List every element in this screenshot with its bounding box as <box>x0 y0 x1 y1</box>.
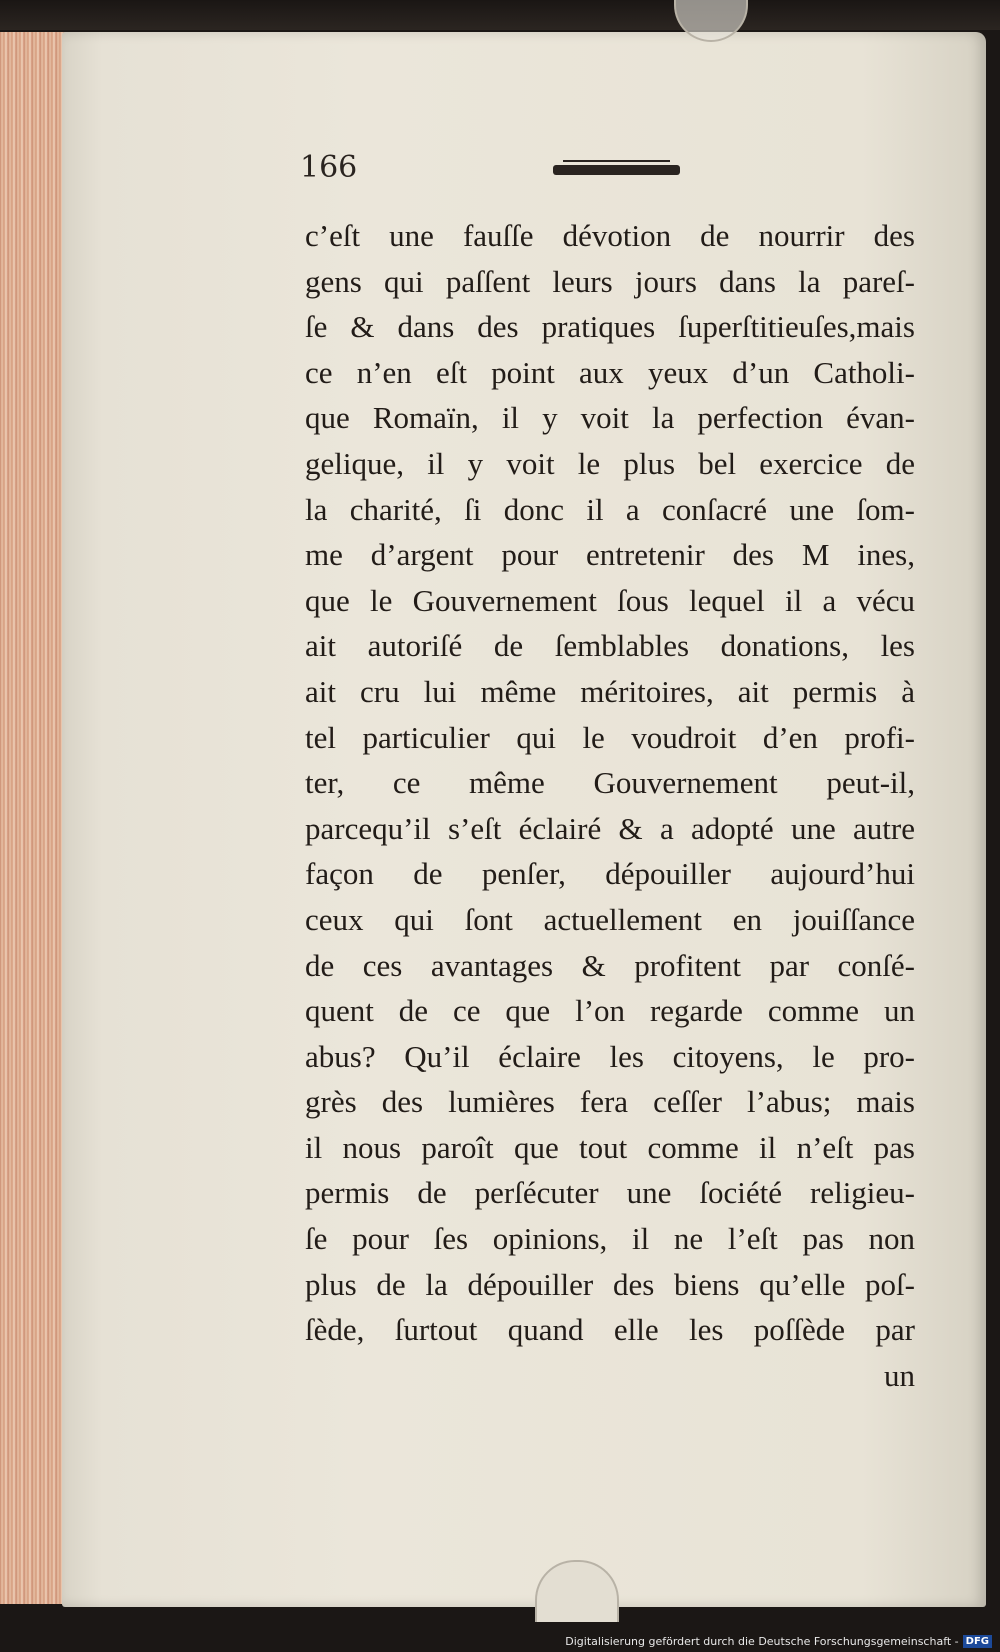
text-line: façon de penſer, dépouiller aujourd’hui <box>305 856 915 892</box>
text-line: ter, ce même Gouvernement peut-il, <box>305 765 915 801</box>
text-line: gens qui paſſent leurs jours dans la pareſ- <box>305 263 915 299</box>
digitization-credit <box>565 1635 992 1649</box>
text-line: ce n’en eſt point aux yeux d’un Catholi- <box>305 354 915 390</box>
text-line: plus de la dépouiller des biens qu’elle poſ- <box>305 1266 915 1302</box>
text-line: ait autoriſé de ſemblables donations, les <box>305 628 915 664</box>
text-line: grès des lumières fera ceſſer l’abus; mais <box>305 1084 915 1120</box>
text-line: que le Gouvernement ſous lequel il a vécu <box>305 582 915 618</box>
text-line: la charité, ſi donc il a conſacré une ſom- <box>305 491 915 527</box>
text-line: tel particulier qui le voudroit d’en profi- <box>305 719 915 755</box>
text-line: permis de perſécuter une ſociété religieu- <box>305 1175 915 1211</box>
text-line: ſe pour ſes opinions, il ne l’eſt pas non <box>305 1221 915 1257</box>
text-line: de ces avantages & profitent par conſé- <box>305 947 915 983</box>
catchword: un <box>884 1357 915 1393</box>
text-line: il nous paroît que tout comme il n’eſt pas <box>305 1129 915 1165</box>
header-ornament-rule <box>553 165 680 175</box>
text-line: quent de ce que l’on regarde comme un <box>305 993 915 1029</box>
text-line: ceux qui ſont actuellement en jouiſſance <box>305 901 915 937</box>
credit-text: Digitalisierung gefördert durch die Deutsche Forschungsgemeinschaft - <box>565 1634 959 1648</box>
text-line: parcequ’il s’eſt éclairé & a adopté une autre <box>305 810 915 846</box>
body-text <box>305 213 915 1398</box>
text-line: gelique, il y voit le plus bel exercice de <box>305 445 915 481</box>
text-line: me d’argent pour entretenir des M ines, <box>305 537 915 573</box>
page-number: 166 <box>300 150 358 185</box>
text-line: c’eſt une fauſſe dévotion de nourrir des <box>305 218 915 253</box>
text-line: ſe & dans des pratiques ſuperſtitieuſes,mais <box>305 309 915 345</box>
text-line: que Romaïn, il y voit la perfection évan- <box>305 400 915 436</box>
dfg-logo: DFG <box>963 1635 992 1648</box>
text-line: abus? Qu’il éclaire les citoyens, le pro- <box>305 1038 915 1074</box>
book-page-edges <box>0 32 69 1604</box>
page-header <box>300 150 920 190</box>
text-line: ſède, ſurtout quand elle les poſſède par <box>305 1312 915 1348</box>
text-line: ait cru lui même méritoires, ait permis à <box>305 673 915 709</box>
scanner-top-edge <box>0 0 1000 30</box>
